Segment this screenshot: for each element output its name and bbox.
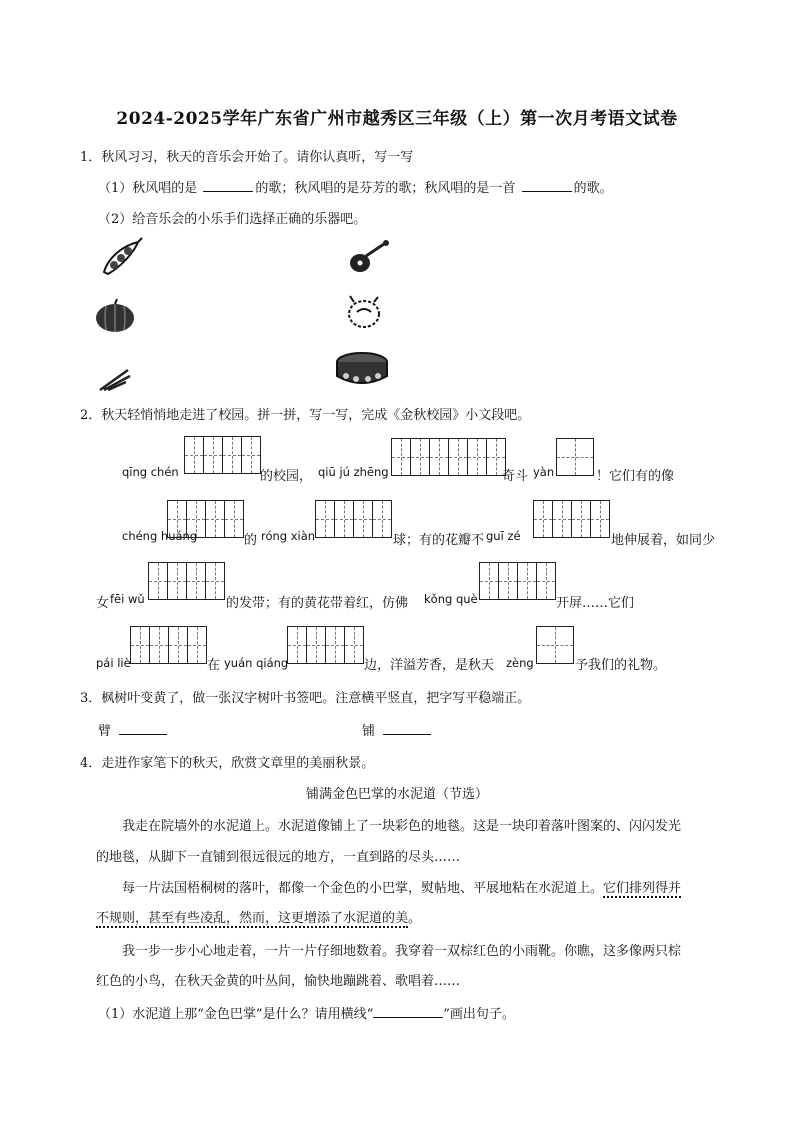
pea-pod-icon[interactable] <box>98 236 144 278</box>
question-1-part-2: （2）给音乐会的小乐手们选择正确的乐器吧。 <box>98 212 367 227</box>
pinyin-label: qīng chén <box>122 465 179 479</box>
character-label: 臂 <box>98 724 112 739</box>
pinyin-label: yuán qiáng <box>224 656 289 670</box>
answer-blank[interactable] <box>119 722 167 735</box>
writing-grid[interactable] <box>536 626 574 664</box>
passage-title: 铺满金色巴掌的水泥道（节选） <box>305 787 488 802</box>
passage-line <box>122 877 681 896</box>
pinyin-label: fēi wǔ <box>110 592 145 606</box>
passage-line: 红色的小鸟，在秋天金黄的叶丛间，愉快地蹦跳着、歌唱着…… <box>96 974 461 989</box>
character-item <box>362 720 431 739</box>
answer-blank[interactable] <box>383 722 431 735</box>
question-4-part-1 <box>98 1003 515 1022</box>
writing-grid[interactable] <box>556 438 594 476</box>
pinyin-label: zèng <box>506 656 534 670</box>
pinyin-label: pái liè <box>96 656 131 670</box>
underline-sample <box>373 1005 443 1018</box>
pinyin-label: kǒng què <box>424 592 478 606</box>
q1-p1-text-c: 的歌。 <box>573 181 613 196</box>
q4-sub1-text-b: ”画出句子。 <box>443 1007 515 1022</box>
passage-text: 球；有的花瓣不 <box>393 533 485 548</box>
passage-text: 的校园， <box>260 469 313 484</box>
pinyin-label: yàn <box>533 465 555 479</box>
passage-text: 的发带；有的黄花带着红，仿佛 <box>226 596 409 611</box>
q4-sub1-text-a: （1）水泥道上那“金色巴掌”是什么？请用横线“ <box>98 1007 374 1022</box>
passage-text: 奇斗 <box>502 469 529 484</box>
passage-line: 我走在院墙外的水泥道上。水泥道像铺上了一块彩色的地毯。这是一块印着落叶图案的、闪闪发光 <box>122 819 682 834</box>
passage-text: ！它们有的像 <box>596 469 675 484</box>
grass-blade-icon[interactable] <box>98 366 132 392</box>
passage-text: 边，洋溢芳香，是秋天 <box>364 658 495 673</box>
passage-text: 的 <box>244 533 258 548</box>
writing-grid[interactable] <box>148 562 225 600</box>
passage-text: 予我们的礼物。 <box>575 658 667 673</box>
passage-text: 地伸展着，如同少 <box>611 533 716 548</box>
pinyin-label: qiū jú zhēng <box>318 465 389 479</box>
passage-text: 每一片法国梧桐树的落叶，都像一个金色的小巴掌，熨帖地、平展地粘在水泥道上。 <box>122 881 604 896</box>
dotted-sentence: 不规则，甚至有些凌乱，然而，这更增添了水泥道的美 <box>96 911 409 926</box>
passage-line: 的地毯，从脚下一直铺到很远很远的地方，一直到路的尽头…… <box>96 850 461 865</box>
question-4-stem: 4．走进作家笔下的秋天，欣赏文章里的美丽秋景。 <box>80 756 375 771</box>
passage-text: 女 <box>96 596 110 611</box>
answer-blank[interactable] <box>522 179 572 192</box>
writing-grid[interactable] <box>130 626 207 664</box>
question-2-stem: 2．秋天轻悄悄地走进了校园。拼一拼，写一写，完成《金秋校园》小文段吧。 <box>80 408 531 423</box>
dotted-sentence: 它们排列得并 <box>603 881 682 896</box>
page-title: 2024-2025学年广东省广州市越秀区三年级（上）第一次月考语文试卷 <box>116 109 678 129</box>
tambourine-icon[interactable] <box>334 348 390 388</box>
q1-p1-text-a: （1）秋风唱的是 <box>98 181 198 196</box>
pinyin-label: róng xiàn <box>261 529 316 543</box>
writing-grid[interactable] <box>184 436 261 474</box>
writing-grid[interactable] <box>533 500 610 538</box>
passage-line <box>96 907 421 926</box>
writing-grid[interactable] <box>479 562 556 600</box>
question-1-stem: 1．秋风习习，秋天的音乐会开始了。请你认真听，写一写 <box>80 150 414 165</box>
pinyin-label: chéng huáng <box>122 529 198 543</box>
drum-icon[interactable] <box>344 294 384 332</box>
writing-grid[interactable] <box>287 626 364 664</box>
writing-grid[interactable] <box>315 500 392 538</box>
passage-line: 我一步一步小心地走着，一片一片仔细地数着。我穿着一双棕红色的小雨靴。你瞧，这多像两只棕 <box>122 944 682 959</box>
pinyin-label: guī zé <box>486 529 521 543</box>
answer-blank[interactable] <box>203 179 253 192</box>
question-1-part-1 <box>98 177 613 196</box>
question-3-stem: 3．枫树叶变黄了，做一张汉字树叶书签吧。注意横平竖直，把字写平稳端正。 <box>80 691 531 706</box>
guitar-icon[interactable] <box>346 236 394 276</box>
q1-p1-text-b: 的歌；秋风唱的是芬芳的歌；秋风唱的是一首 <box>255 181 516 196</box>
character-item <box>98 720 167 739</box>
pumpkin-icon[interactable] <box>94 298 136 334</box>
writing-grid[interactable] <box>391 438 506 476</box>
passage-text: 在 <box>207 658 221 673</box>
passage-text: 。 <box>408 911 422 926</box>
writing-grid[interactable] <box>167 500 244 538</box>
passage-text: 开屏……它们 <box>556 596 635 611</box>
character-label: 铺 <box>362 724 376 739</box>
